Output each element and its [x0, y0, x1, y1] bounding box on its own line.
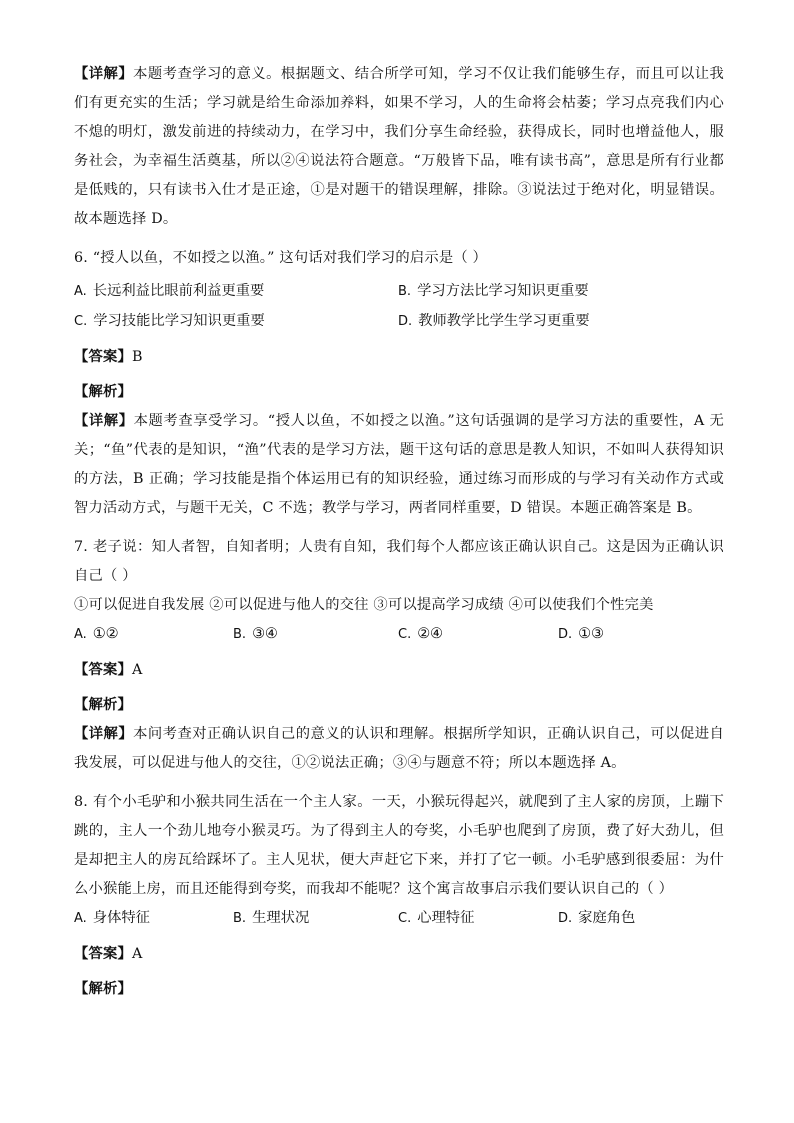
question-6-options-row-2 [74, 307, 724, 337]
document-page [74, 60, 724, 1004]
question-7-options [74, 620, 724, 650]
option-c[interactable]: C. 学习技能比学习知识更重要 [74, 313, 265, 329]
detail-tag: 【详解】 [74, 726, 134, 742]
answer-tag: 【答案】 [74, 349, 132, 365]
answer-line [74, 343, 724, 372]
option-d[interactable]: D. 家庭角色 [558, 910, 636, 926]
question-8-stem: 8. 有个小毛驴和小猴共同生活在一个主人家。一天，小猴玩得起兴，就爬到了主人家的房顶，上蹦下跳的，主人一个劲儿地夸小猴灵巧。为了得到主人的夸奖，小毛驴也爬到了房顶，费了好大劲儿，但是却把主人的房瓦给踩坏了。主人见状，便大声赶它下来，并打了它一顿。小毛驴感到很委屈：为什么小猴能上房，而且还能得到夸奖，而我却不能呢？这个寓言故事启示我们要认识自己的（ ） [74, 794, 724, 897]
option-a[interactable]: A. ①② [74, 626, 119, 642]
option-a[interactable]: A. 长远利益比眼前利益更重要 [74, 283, 265, 299]
detail-text: 本问考查对正确认识自己的意义的认识和理解。根据所学知识，正确认识自己，可以促进自我发展，可以促进与他人的交往，①②说法正确；③④与题意不符；所以本题选择 A。 [74, 726, 724, 771]
answer-line [74, 940, 724, 969]
answer-tag: 【答案】 [74, 946, 132, 962]
detail-text: 本题考查享受学习。“授人以鱼，不如授之以渔。”这句话强调的是学习方法的重要性，A 无关；“鱼”代表的是知识，“渔”代表的是学习方法，题干这句话的意思是教人知识，不如叫人获得知识的方法，B 正确；学习技能是指个体运用已有的知识经验，通过练习而形成的与学习有关动作方式或智力活动方式，与题干无关，C 不选；教学与学习，两者同样重要，D 错误。本题正确答案是 B。 [74, 413, 724, 516]
answer-value: A [132, 662, 143, 678]
detail-text: 本题考查学习的意义。根据题文、结合所学可知，学习不仅让我们能够生存，而且可以让我们有更充实的生活；学习就是给生命添加养料，如果不学习，人的生命将会枯萎；学习点亮我们内心不熄的明灯，激发前进的持续动力，在学习中，我们分享生命经验，获得成长，同时也增益他人，服务社会，为幸福生活奠基，所以②④说法符合题意。“万般皆下品，唯有读书高”，意思是所有行业都是低贱的，只有读书入仕才是正途，①是对题干的错误理解，排除。③说法过于绝对化，明显错误。故本题选择 D。 [74, 66, 724, 227]
option-b[interactable]: B. ③④ [233, 626, 278, 642]
option-a[interactable]: A. 身体特征 [74, 910, 150, 926]
analysis-heading: 【解析】 [74, 981, 132, 997]
analysis-heading: 【解析】 [74, 697, 132, 713]
answer-value: B [132, 349, 143, 365]
question-8-options [74, 904, 724, 934]
option-d[interactable]: D. 教师教学比学生学习更重要 [398, 313, 590, 329]
question-7-stem: 7. 老子说：知人者智，自知者明；人贵有自知，我们每个人都应该正确认识自己。这是因为正确认识自己（ ） [74, 539, 724, 584]
option-b[interactable]: B. 学习方法比学习知识更重要 [398, 283, 589, 299]
answer-line [74, 656, 724, 685]
question-6-stem: 6. “授人以鱼，不如授之以渔。” 这句话对我们学习的启示是（ ） [74, 250, 488, 266]
question-7-items: ①可以促进自我发展 ②可以促进与他人的交往 ③可以提高学习成绩 ④可以使我们个性完美 [74, 597, 654, 613]
detail-tag: 【详解】 [74, 413, 134, 429]
option-c[interactable]: C. 心理特征 [398, 910, 475, 926]
option-c[interactable]: C. ②④ [398, 626, 443, 642]
detail-paragraph [74, 60, 724, 234]
detail-paragraph [74, 720, 724, 778]
option-b[interactable]: B. 生理状况 [233, 910, 310, 926]
detail-tag: 【详解】 [74, 66, 134, 82]
detail-paragraph [74, 407, 724, 523]
analysis-heading: 【解析】 [74, 384, 132, 400]
option-d[interactable]: D. ①③ [558, 626, 604, 642]
answer-tag: 【答案】 [74, 662, 132, 678]
answer-value: A [132, 946, 143, 962]
question-6-options-row-1 [74, 277, 724, 307]
